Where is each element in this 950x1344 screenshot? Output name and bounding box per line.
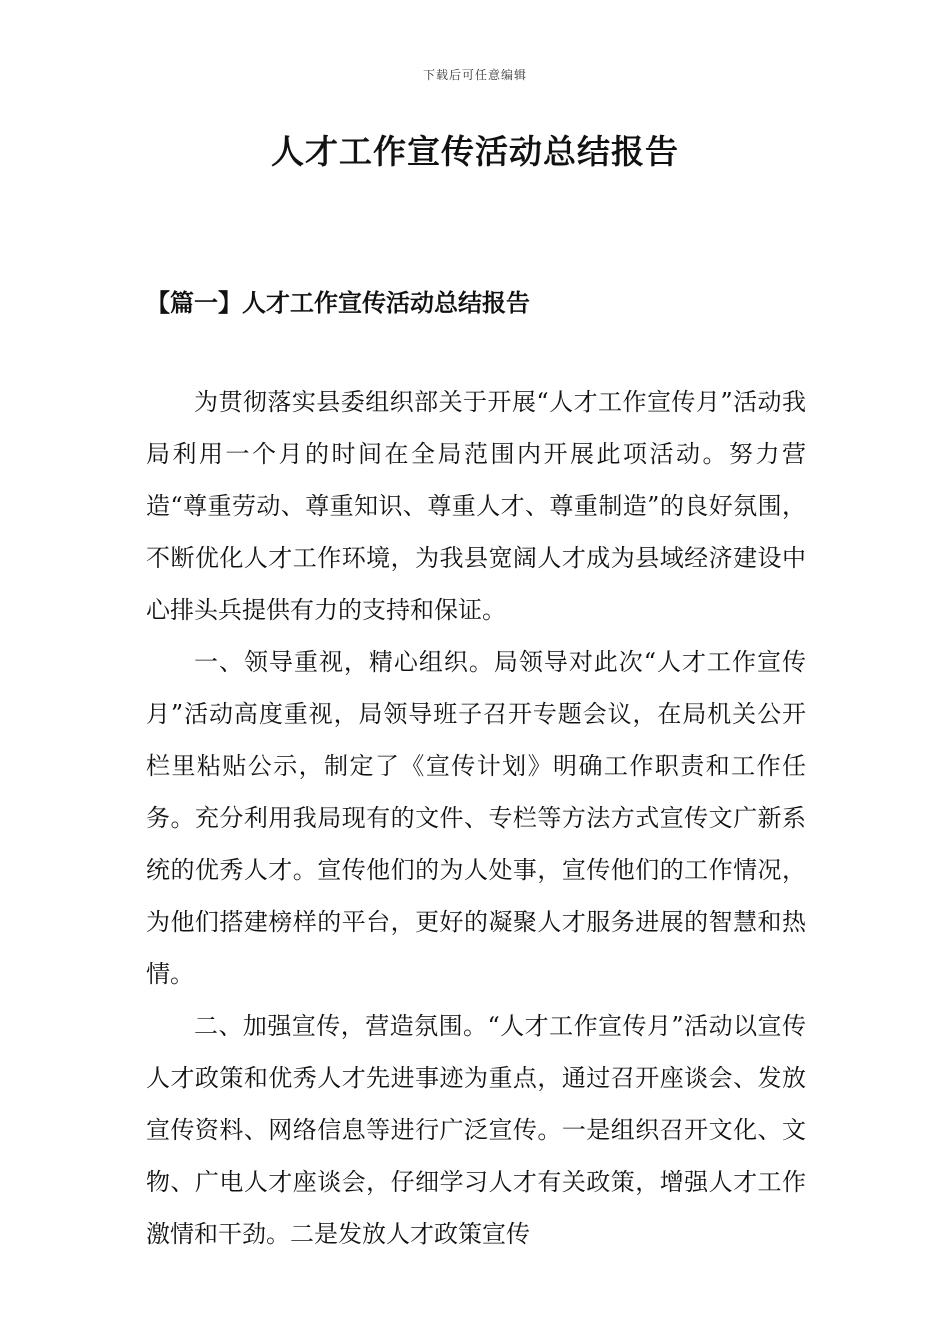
header-note: 下载后可任意编辑: [422, 68, 527, 82]
paragraph-leadership: 一、领导重视，精心组织。局领导对此次“人才工作宣传月”活动高度重视，局领导班子召开专题会议，在局机关公开栏里粘贴公示，制定了《宣传计划》明确工作职责和工作任务。充分利用我局现有的文件、专栏等方法方式宣传文广新系统的优秀人才。宣传他们的为人处事，宣传他们的工作情况，为他们搭建榜样的平台，更好的凝聚人才服务进展的智慧和热情。: [146, 648, 806, 988]
document-body: [146, 376, 806, 1260]
paragraph-publicity: 二、加强宣传，营造氛围。“人才工作宣传月”活动以宣传人才政策和优秀人才先进事迹为重点，通过召开座谈会、发放宣传资料、网络信息等进行广泛宣传。一是组织召开文化、文物、广电人才座谈会，仔细学习人才有关政策，增强人才工作激情和干劲。二是发放人才政策宣传: [146, 1012, 806, 1248]
section-heading: 【篇一】人才工作宣传活动总结报告: [146, 288, 530, 317]
paragraph-intro: 为贯彻落实县委组织部关于开展“人才工作宣传月”活动我局利用一个月的时间在全局范围内开展此项活动。努力营造“尊重劳动、尊重知识、尊重人才、尊重制造”的良好氛围，不断优化人才工作环境，为我县宽阔人才成为县域经济建设中心排头兵提供有力的支持和保证。: [146, 388, 806, 624]
document-title: 人才工作宣传活动总结报告: [271, 132, 679, 171]
